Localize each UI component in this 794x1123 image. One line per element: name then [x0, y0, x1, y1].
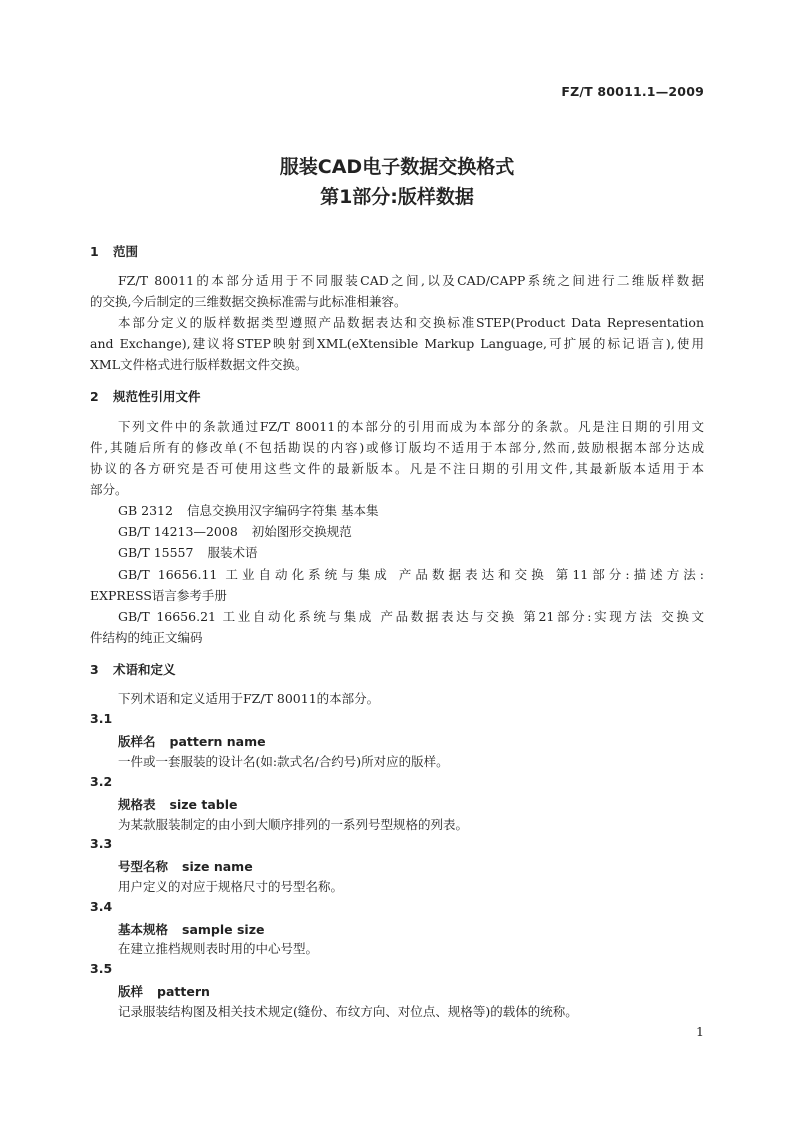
paragraph-line: 协议的各方研究是否可使用这些文件的最新版本。凡是不注日期的引用文件,其最新版本适用于本: [90, 461, 704, 476]
reference-item: GB/T 16656.21 工业自动化系统与集成 产品数据表达与交换 第21部分:实现方法 交换文: [118, 609, 704, 624]
section-heading-terms: 3 术语和定义: [90, 662, 176, 677]
page-number: 1: [696, 1024, 704, 1039]
term-definition: 一件或一套服装的设计名(如:款式名/合约号)所对应的版样。: [118, 754, 449, 769]
reference-item: GB/T 16656.11 工业自动化系统与集成 产品数据表达和交换 第11部分:描述方法:: [118, 567, 704, 582]
term-entry: 基本规格 sample size: [118, 922, 265, 937]
term-number: 3.5: [90, 961, 113, 976]
reference-item: GB/T 15557 服装术语: [118, 545, 258, 560]
section-heading-scope: 1 范围: [90, 244, 139, 259]
term-entry: 号型名称 size name: [118, 859, 253, 874]
term-number: 3.1: [90, 711, 113, 726]
paragraph-line: XML文件格式进行版样数据文件交换。: [90, 357, 308, 372]
paragraph-line: FZ/T 80011的本部分适用于不同服装CAD之间,以及CAD/CAPP系统之间进行二维版样数据: [118, 273, 704, 288]
document-title: 服装CAD电子数据交换格式: [279, 156, 515, 178]
term-definition: 用户定义的对应于规格尺寸的号型名称。: [118, 879, 344, 894]
reference-item: GB 2312 信息交换用汉字编码字符集 基本集: [118, 503, 379, 518]
reference-item: GB/T 14213—2008 初始图形交换规范: [118, 524, 352, 539]
paragraph-line: and Exchange),建议将STEP映射到XML(eXtensible Markup Language,可扩展的标记语言),使用: [90, 336, 704, 351]
term-definition: 记录服装结构图及相关技术规定(缝份、布纹方向、对位点、规格等)的载体的统称。: [118, 1004, 578, 1019]
term-definition: 在建立推档规则表时用的中心号型。: [118, 941, 319, 956]
paragraph-line: 下列术语和定义适用于FZ/T 80011的本部分。: [118, 691, 380, 706]
paragraph-line: 本部分定义的版样数据类型遵照产品数据表达和交换标准STEP(Product Data Representation: [118, 315, 704, 330]
paragraph-line: 下列文件中的条款通过FZ/T 80011的本部分的引用而成为本部分的条款。凡是注日期的引用文: [118, 419, 704, 434]
term-number: 3.2: [90, 774, 113, 789]
section-heading-normative-references: 2 规范性引用文件: [90, 389, 201, 404]
term-entry: 规格表 size table: [118, 797, 238, 812]
reference-item-continued: 件结构的纯正文编码: [90, 630, 203, 645]
term-entry: 版样 pattern: [118, 984, 210, 999]
paragraph-line: 部分。: [90, 482, 128, 497]
term-number: 3.4: [90, 899, 113, 914]
reference-item-continued: EXPRESS语言参考手册: [90, 588, 227, 603]
term-definition: 为某款服装制定的由小到大顺序排列的一系列号型规格的列表。: [118, 817, 469, 832]
term-number: 3.3: [90, 836, 113, 851]
term-entry: 版样名 pattern name: [118, 734, 266, 749]
standard-code: FZ/T 80011.1—2009: [561, 84, 704, 99]
paragraph-line: 的交换,今后制定的三维数据交换标准需与此标准相兼容。: [90, 294, 407, 309]
paragraph-line: 件,其随后所有的修改单(不包括勘误的内容)或修订版均不适用于本部分,然而,鼓励根据本部分达成: [90, 440, 704, 455]
document-subtitle: 第1部分:版样数据: [320, 186, 474, 208]
